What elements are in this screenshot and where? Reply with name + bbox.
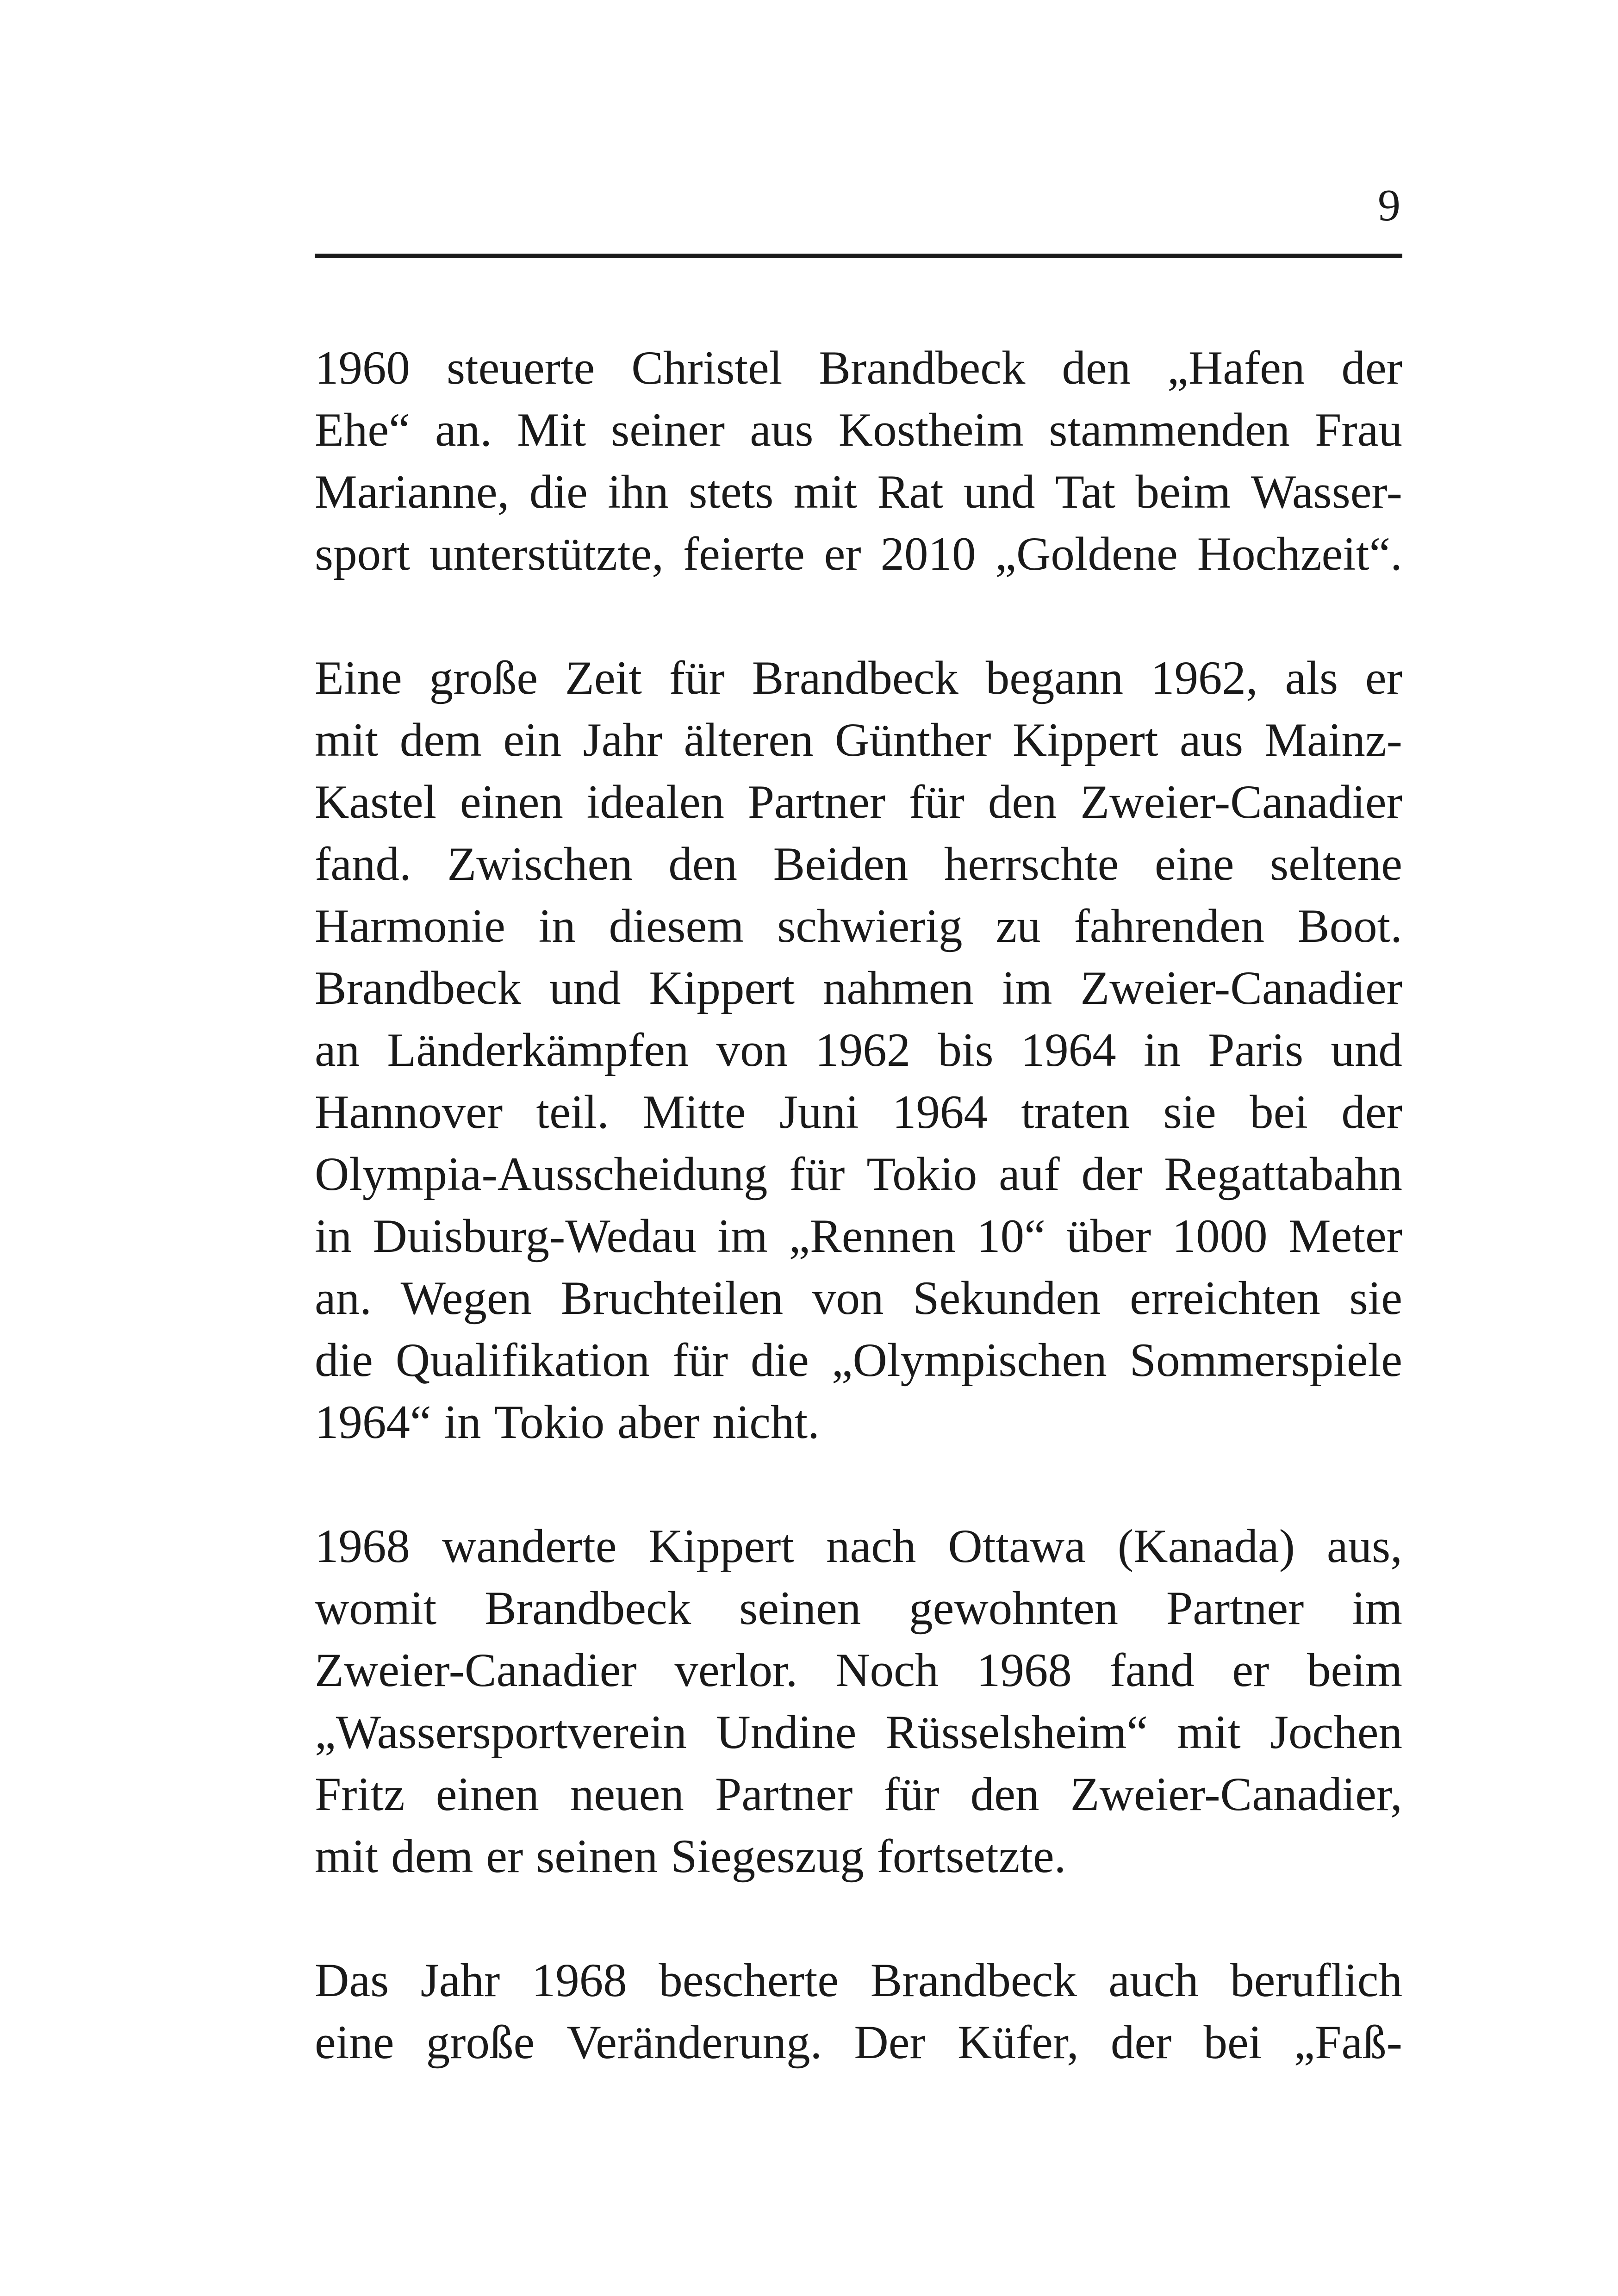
word: Undine <box>716 1706 857 1759</box>
word: er <box>1232 1644 1270 1697</box>
word: aus <box>1179 714 1244 766</box>
word: und <box>964 466 1035 518</box>
word: traten <box>1021 1086 1130 1139</box>
paragraph <box>315 1515 1402 1887</box>
text-line <box>315 523 1402 585</box>
word: herrschte <box>944 838 1119 890</box>
word: und <box>549 962 621 1014</box>
word: seltene <box>1270 838 1402 890</box>
word: aber <box>617 1396 700 1449</box>
word: beim <box>1307 1644 1402 1697</box>
word: beruflich <box>1230 1954 1402 2007</box>
text-line <box>315 1701 1402 1763</box>
word: unterstützte, <box>429 528 664 580</box>
word: nicht. <box>712 1396 820 1449</box>
word: der <box>1110 2016 1172 2069</box>
word: Küfer, <box>957 2016 1079 2069</box>
word: er <box>1365 652 1402 704</box>
word: sport <box>315 528 410 580</box>
word: womit <box>315 1582 437 1635</box>
word: steuerte <box>446 342 595 394</box>
word: von <box>716 1024 788 1076</box>
paragraph <box>315 647 1402 1453</box>
word: ihn <box>608 466 669 518</box>
word: Zweier-Canadier <box>315 1644 637 1697</box>
word: 1000 <box>1172 1210 1268 1263</box>
word: Harmonie <box>315 900 505 952</box>
text-line <box>315 647 1402 709</box>
word: Zeit <box>565 652 642 704</box>
word: in <box>538 900 576 952</box>
word: den <box>668 838 738 890</box>
word: mit <box>1177 1706 1241 1759</box>
word: Rüsselsheim“ <box>885 1706 1148 1759</box>
word: für <box>672 1334 728 1387</box>
word: Tat <box>1055 466 1116 518</box>
word: der <box>1081 1148 1143 1201</box>
word: beim <box>1135 466 1231 518</box>
word: seinen <box>739 1582 861 1635</box>
word: Zweier-Canadier, <box>1070 1768 1402 1821</box>
word: mit <box>315 1830 379 1883</box>
word: fahrenden <box>1074 900 1265 952</box>
word: Sommerspiele <box>1129 1334 1402 1387</box>
word: 1968 <box>976 1644 1072 1697</box>
word: Mainz- <box>1264 714 1402 766</box>
text-line <box>315 771 1402 833</box>
word: Juni <box>779 1086 859 1139</box>
word: als <box>1285 652 1338 704</box>
word: Siegeszug <box>671 1830 864 1883</box>
word: stets <box>689 466 774 518</box>
text-line <box>315 1391 1402 1453</box>
text-line <box>315 1515 1402 1577</box>
word: wanderte <box>442 1520 617 1573</box>
word: Kippert <box>648 1520 795 1573</box>
word: Rat <box>877 466 944 518</box>
word: den <box>970 1768 1039 1821</box>
text-line <box>315 399 1402 461</box>
word: Regattabahn <box>1164 1148 1402 1201</box>
word: fand. <box>315 838 411 890</box>
word: „Goldene <box>995 528 1178 580</box>
word: Jahr <box>420 1954 500 2007</box>
word: den <box>1062 342 1131 394</box>
word: mit <box>793 466 858 518</box>
paragraph <box>315 1949 1402 2073</box>
word: Mit <box>517 404 586 456</box>
word: Boot. <box>1297 900 1402 952</box>
word: nach <box>826 1520 916 1573</box>
word: Brandbeck <box>485 1582 691 1635</box>
word: Brandbeck <box>819 342 1026 394</box>
word: Wegen <box>400 1272 532 1325</box>
word: begann <box>985 652 1124 704</box>
body-text <box>315 337 1402 2135</box>
word: in <box>315 1210 352 1263</box>
word: 1964 <box>1021 1024 1116 1076</box>
word: große <box>429 652 538 704</box>
word: auf <box>999 1148 1060 1201</box>
text-line <box>315 957 1402 1019</box>
word: von <box>812 1272 884 1325</box>
word: in <box>444 1396 481 1449</box>
word: fand <box>1109 1644 1195 1697</box>
word: an. <box>435 404 492 456</box>
word: Frau <box>1315 404 1402 456</box>
word: Günther <box>834 714 991 766</box>
word: mit <box>315 714 379 766</box>
word: Duisburg-Wedau <box>373 1210 697 1263</box>
word: Sekunden <box>913 1272 1101 1325</box>
word: an <box>315 1024 360 1076</box>
word: „Hafen <box>1167 342 1305 394</box>
word: die <box>750 1334 809 1387</box>
word: ein <box>503 714 562 766</box>
word: Wasser- <box>1251 466 1402 518</box>
word: Jahr <box>583 714 663 766</box>
text-line <box>315 1329 1402 1391</box>
word: Der <box>854 2016 926 2069</box>
word: Jochen <box>1270 1706 1402 1759</box>
word: Christel <box>631 342 783 394</box>
text-line <box>315 1267 1402 1329</box>
word: für <box>669 652 725 704</box>
word: dem <box>391 1830 473 1883</box>
text-line <box>315 1949 1402 2011</box>
word: im <box>717 1210 768 1263</box>
word: bis <box>938 1024 994 1076</box>
word: Ottawa <box>948 1520 1086 1573</box>
text-line <box>315 1081 1402 1143</box>
word: er <box>824 528 861 580</box>
word: Partner <box>747 776 886 828</box>
word: der <box>1341 342 1402 394</box>
word: sie <box>1163 1086 1216 1139</box>
word: 1962, <box>1151 652 1258 704</box>
word: Veränderung. <box>566 2016 822 2069</box>
word: eine <box>315 2016 394 2069</box>
word: Brandbeck <box>752 652 958 704</box>
word: erreichten <box>1130 1272 1320 1325</box>
text-line <box>315 895 1402 957</box>
word: für <box>909 776 965 828</box>
word: feierte <box>683 528 805 580</box>
word: seiner <box>611 404 725 456</box>
header-rule <box>315 254 1402 258</box>
word: Hannover <box>315 1086 503 1139</box>
word: den <box>988 776 1057 828</box>
word: Olympia-Ausscheidung <box>315 1148 768 1201</box>
word: Eine <box>315 652 402 704</box>
word: verlor. <box>674 1644 798 1697</box>
text-line <box>315 337 1402 399</box>
word: Tokio <box>494 1396 605 1449</box>
word: nahmen <box>822 962 974 1014</box>
word: dem <box>399 714 482 766</box>
word: 1962 <box>815 1024 911 1076</box>
word: Zweier-Canadier <box>1080 962 1402 1014</box>
text-line <box>315 1019 1402 1081</box>
word: die <box>529 466 588 518</box>
word: idealen <box>586 776 725 828</box>
text-line <box>315 709 1402 771</box>
word: 10“ <box>977 1210 1045 1263</box>
word: Marianne, <box>315 466 510 518</box>
word: neuen <box>570 1768 684 1821</box>
word: die <box>315 1334 373 1387</box>
word: Brandbeck <box>870 1954 1077 2007</box>
word: 1968 <box>531 1954 627 2007</box>
word: Partner <box>1166 1582 1304 1635</box>
word: aus, <box>1326 1520 1402 1573</box>
word: Partner <box>715 1768 853 1821</box>
word: Zweier-Canadier <box>1080 776 1402 828</box>
word: Hochzeit“. <box>1197 528 1402 580</box>
word: teil. <box>536 1086 609 1139</box>
word: Länderkämpfen <box>387 1024 689 1076</box>
word: Das <box>315 1954 389 2007</box>
word: 1968 <box>315 1520 410 1573</box>
word: in <box>1143 1024 1181 1076</box>
word: aus <box>750 404 814 456</box>
word: Tokio <box>866 1148 977 1201</box>
word: Qualifikation <box>395 1334 650 1387</box>
word: Beiden <box>773 838 909 890</box>
word: gewohnten <box>909 1582 1119 1635</box>
word: seinen <box>536 1830 658 1883</box>
word: „Olympischen <box>831 1334 1107 1387</box>
text-line <box>315 1577 1402 1639</box>
word: eine <box>1154 838 1234 890</box>
word: an. <box>315 1272 372 1325</box>
word: Fritz <box>315 1768 405 1821</box>
text-line <box>315 1763 1402 1825</box>
word: „Faß- <box>1294 2016 1402 2069</box>
word: er <box>486 1830 523 1883</box>
word: große <box>426 2016 535 2069</box>
word: 1960 <box>315 342 410 394</box>
word: im <box>1002 962 1052 1014</box>
word: diesem <box>609 900 744 952</box>
word: Kastel <box>315 776 437 828</box>
word: Bruchteilen <box>560 1272 784 1325</box>
word: älteren <box>684 714 814 766</box>
word: 1964 <box>892 1086 988 1139</box>
text-line <box>315 2011 1402 2073</box>
text-line <box>315 461 1402 523</box>
word: Paris <box>1208 1024 1304 1076</box>
word: „Rennen <box>789 1210 956 1263</box>
word: Ehe“ <box>315 404 410 456</box>
word: 2010 <box>880 528 976 580</box>
word: Zwischen <box>447 838 633 890</box>
text-line <box>315 1143 1402 1205</box>
word: einen <box>460 776 563 828</box>
word: und <box>1331 1024 1402 1076</box>
word: Noch <box>835 1644 939 1697</box>
paragraph <box>315 337 1402 585</box>
word: „Wassersportverein <box>315 1706 687 1759</box>
word: (Kanada) <box>1117 1520 1295 1573</box>
word: zu <box>996 900 1041 952</box>
word: stammenden <box>1049 404 1290 456</box>
text-line <box>315 1825 1402 1887</box>
word: einen <box>436 1768 539 1821</box>
word: auch <box>1108 1954 1199 2007</box>
word: fortsetzte. <box>877 1830 1066 1883</box>
word: Kippert <box>1012 714 1158 766</box>
word: im <box>1352 1582 1402 1635</box>
word: bei <box>1203 2016 1262 2069</box>
word: sie <box>1349 1272 1402 1325</box>
text-line <box>315 1639 1402 1701</box>
word: 1964“ <box>315 1396 431 1449</box>
page-number: 9 <box>1378 180 1400 230</box>
word: Mitte <box>642 1086 746 1139</box>
text-line <box>315 1205 1402 1267</box>
word: bescherte <box>659 1954 839 2007</box>
word: Brandbeck <box>315 962 522 1014</box>
word: für <box>789 1148 845 1201</box>
word: Meter <box>1288 1210 1402 1263</box>
word: bei <box>1250 1086 1308 1139</box>
word: der <box>1341 1086 1402 1139</box>
word: über <box>1066 1210 1151 1263</box>
word: für <box>884 1768 940 1821</box>
word: schwierig <box>777 900 963 952</box>
word: Kippert <box>649 962 795 1014</box>
text-line <box>315 833 1402 895</box>
word: Kostheim <box>838 404 1024 456</box>
